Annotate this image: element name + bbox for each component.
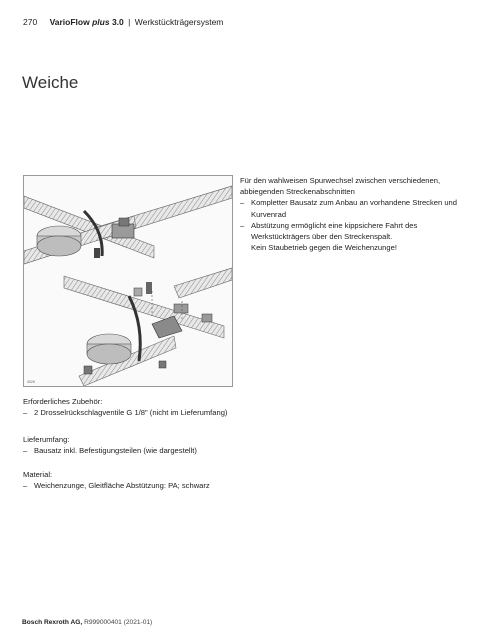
description-intro: Für den wahlweisen Spurwechsel zwischen verschiedenen, abbiegenden Streckenabschnitten [240,176,441,197]
page-header [23,17,223,27]
product-name: VarioFlow [49,17,90,27]
upper-track-group [24,186,232,264]
lower-track-group [64,268,232,386]
footer-doc-number: R999000401 (2021-01) [84,619,153,626]
material-section [23,469,233,491]
delivery-heading: Lieferumfang: [23,435,70,444]
product-figure [23,175,233,387]
delivery-item: – Bausatz inkl. Befestigungsteilen (wie dargestellt) [23,445,233,456]
switch-kit-illustration [24,176,232,386]
description-item: – Kompletter Bausatz zum Anbau an vorhandene Strecken und Kurvenrad [240,197,460,219]
header-separator: | [128,17,131,27]
footer-company: Bosch Rexroth AG, [22,619,83,626]
material-heading: Material: [23,470,53,479]
product-plus: plus [92,17,110,27]
product-version: 3.0 [111,17,124,27]
page-title: Weiche [22,73,79,93]
description-note: Kein Staubetrieb gegen die Weichenzunge! [251,243,397,253]
page-footer [22,619,152,626]
figure-code: 3026 [27,380,35,384]
description-list [240,197,460,242]
product-description [240,175,460,253]
description-item: – Abstützung ermöglicht eine kippsichere Fahrt des Werkstückträgers über den Streckenspalt. [240,220,460,242]
accessories-section [23,396,233,418]
section-name: Werkstückträgersystem [134,17,224,27]
page-number: 270 [23,17,38,27]
delivery-section [23,434,233,456]
accessories-item: – 2 Drosselrückschlagventile G 1/8" (nicht im Lieferumfang) [23,407,233,418]
material-item: – Weichenzunge, Gleitfläche Abstützung: PA; schwarz [23,480,233,491]
accessories-heading: Erforderliches Zubehör: [23,397,103,406]
